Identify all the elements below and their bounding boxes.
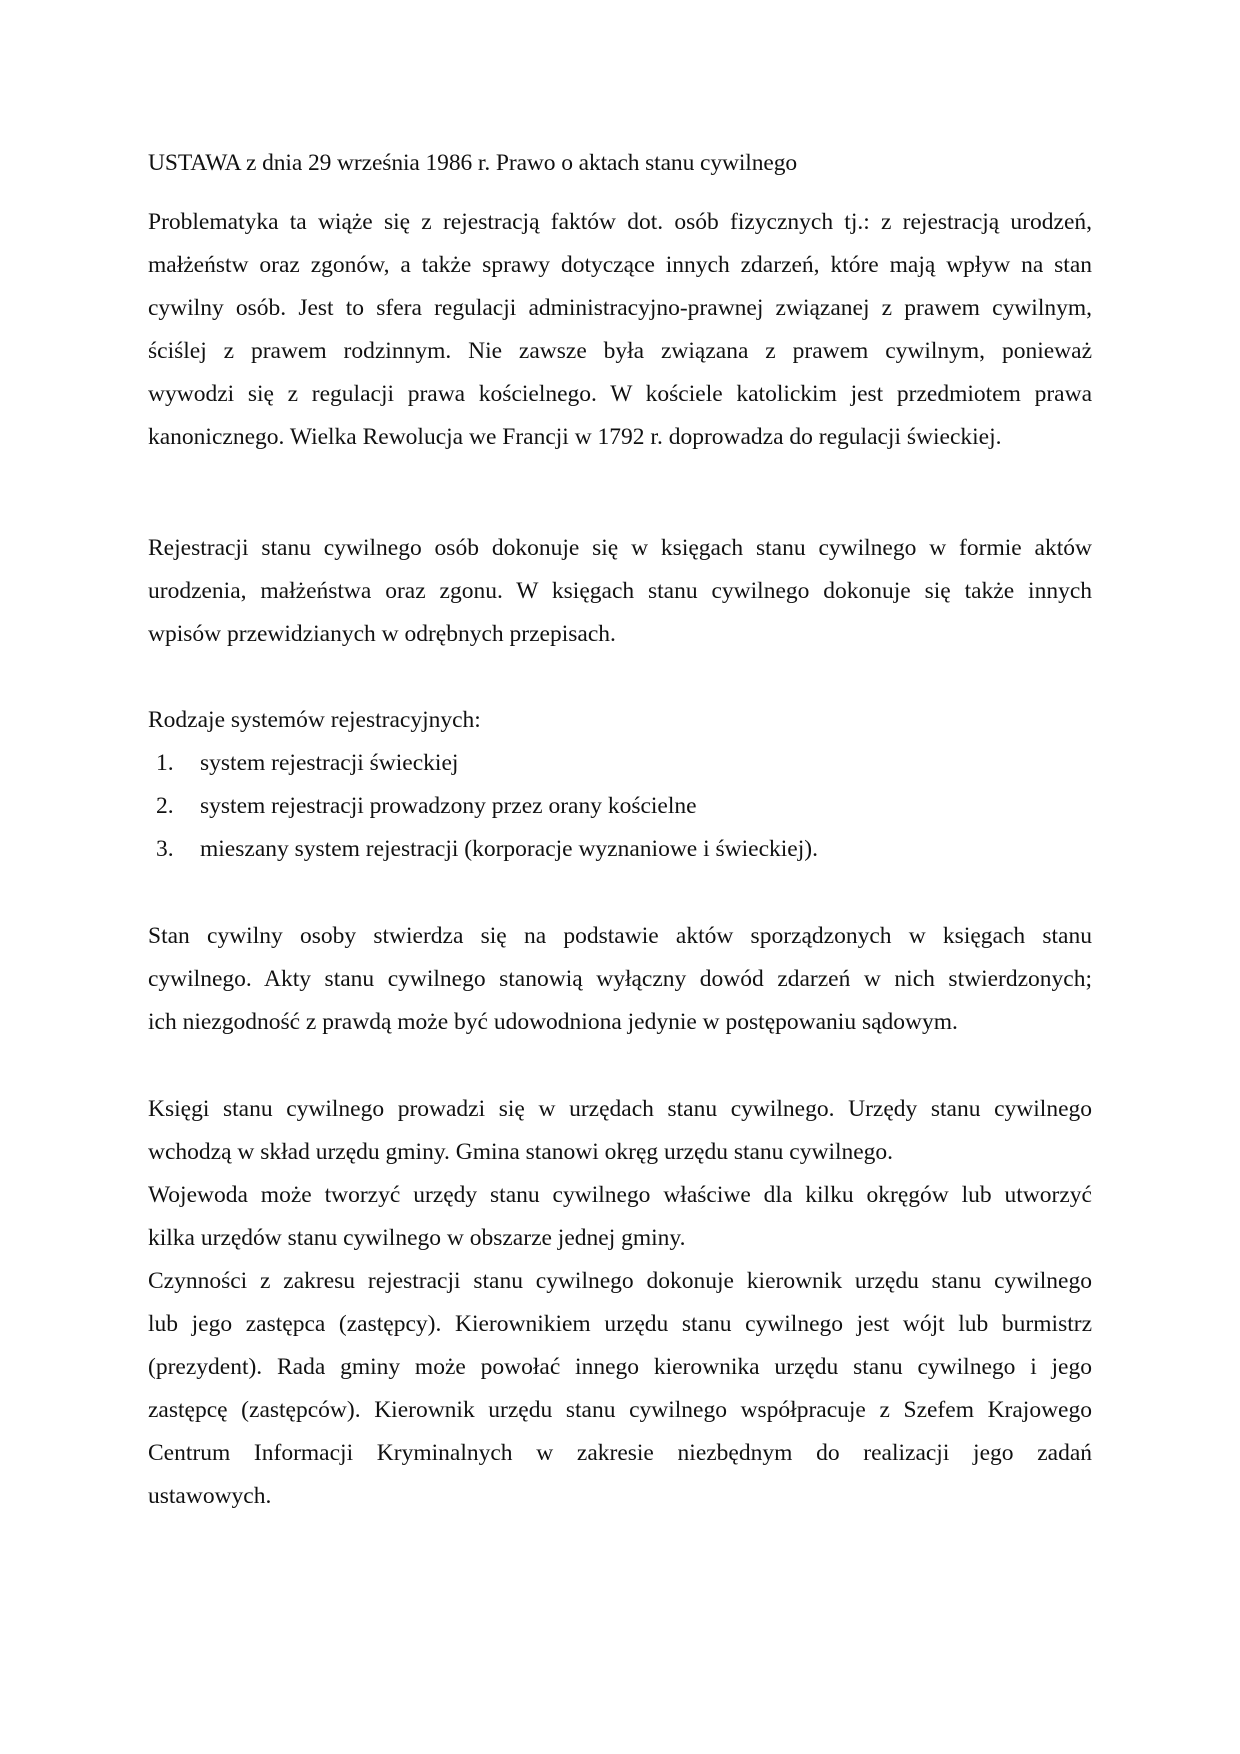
text-line: Czynności z zakresu rejestracji stanu cywilnego dokonuje kierownik urzędu stanu cywilnego [148, 1268, 1092, 1294]
text-line: ich niezgodność z prawdą może być udowodniona jedynie w postępowaniu sądowym. [148, 1009, 958, 1035]
text-line: urodzenia, małżeństwa oraz zgonu. W księgach stanu cywilnego dokonuje się także innych [148, 578, 1092, 604]
text-line: małżeństw oraz zgonów, a także sprawy dotyczące innych zdarzeń, które mają wpływ na stan [148, 252, 1092, 278]
text-line: (prezydent). Rada gminy może powołać innego kierownika urzędu stanu cywilnego i jego [148, 1354, 1092, 1380]
paragraph-registry-offices [148, 1088, 1092, 1518]
text-line: Problematyka ta wiąże się z rejestracją faktów dot. osób fizycznych tj.: z rejestracją urodzeń, [148, 209, 1092, 235]
paragraph-registration [148, 527, 1092, 656]
paragraph-civil-status [148, 915, 1092, 1044]
text-line: kilka urzędów stanu cywilnego w obszarze jednej gminy. [148, 1225, 686, 1251]
list-number: 1. [156, 750, 174, 776]
list-item [148, 828, 1092, 871]
text-line: Wojewoda może tworzyć urzędy stanu cywilnego właściwe dla kilku okręgów lub utworzyć [148, 1182, 1092, 1208]
text-line: wywodzi się z regulacji prawa kościelnego. W kościele katolickim jest przedmiotem prawa [148, 381, 1092, 407]
registration-systems-section [148, 699, 1092, 871]
text-line: lub jego zastępca (zastępcy). Kierownikiem urzędu stanu cywilnego jest wójt lub burmistrz [148, 1311, 1092, 1337]
text-line: Rejestracji stanu cywilnego osób dokonuje się w księgach stanu cywilnego w formie aktów [148, 535, 1092, 561]
text-line: ustawowych. [148, 1483, 272, 1509]
list-heading: Rodzaje systemów rejestracyjnych: [148, 707, 481, 733]
text-line: wpisów przewidzianych w odrębnych przepisach. [148, 621, 616, 647]
list-text: system rejestracji świeckiej [200, 750, 459, 776]
text-line: cywilny osób. Jest to sfera regulacji administracyjno-prawnej związanej z prawem cywilnym, [148, 295, 1092, 321]
document-title: USTAWA z dnia 29 września 1986 r. Prawo o aktach stanu cywilnego [148, 150, 797, 176]
list-item [148, 785, 1092, 828]
text-line: wchodzą w skład urzędu gminy. Gmina stanowi okręg urzędu stanu cywilnego. [148, 1139, 894, 1165]
text-line: zastępcę (zastępców). Kierownik urzędu stanu cywilnego współpracuje z Szefem Krajowego [148, 1397, 1092, 1423]
list-item [148, 742, 1092, 785]
text-line: Centrum Informacji Kryminalnych w zakresie niezbędnym do realizacji jego zadań [148, 1440, 1092, 1466]
text-line: Stan cywilny osoby stwierdza się na podstawie aktów sporządzonych w księgach stanu [148, 923, 1092, 949]
text-line: Księgi stanu cywilnego prowadzi się w urzędach stanu cywilnego. Urzędy stanu cywilnego [148, 1096, 1092, 1122]
list-text: mieszany system rejestracji (korporacje wyznaniowe i świeckiej). [200, 836, 818, 862]
text-line: ściślej z prawem rodzinnym. Nie zawsze była związana z prawem cywilnym, ponieważ [148, 338, 1092, 364]
text-line: kanonicznego. Wielka Rewolucja we Francji w 1792 r. doprowadza do regulacji świeckiej. [148, 424, 1002, 450]
list-number: 2. [156, 793, 174, 819]
list-text: system rejestracji prowadzony przez orany kościelne [200, 793, 697, 819]
paragraph-intro [148, 201, 1092, 459]
list-number: 3. [156, 836, 174, 862]
text-line: cywilnego. Akty stanu cywilnego stanowią wyłączny dowód zdarzeń w nich stwierdzonych; [148, 966, 1092, 992]
